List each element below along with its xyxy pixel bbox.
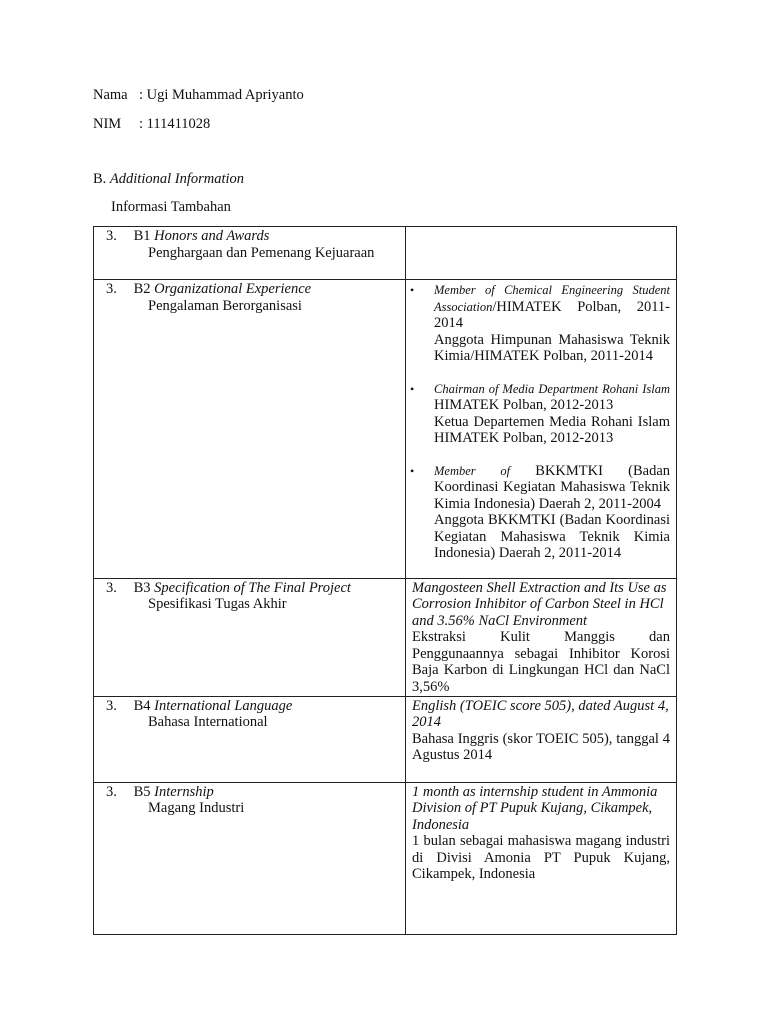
table-row-b1 [94, 227, 677, 280]
organization-list [408, 282, 670, 562]
row-title: Internship [154, 783, 214, 800]
bullet-icon: • [410, 283, 415, 297]
section-subtitle: Informasi Tambahan [111, 199, 231, 215]
row-code: B5 [133, 783, 151, 800]
list-item: • Member of BKKMTKI (Badan Koordinasi Kegiatan Mahasiswa Teknik Kimia Indonesia) Daerah 2, 2011-2004 Anggota BKKMTKI (Badan Koordinasi Kegiatan Mahasiswa Teknik Kimia Indonesia) Daerah 2, 2011-2014 [410, 462, 670, 561]
row-number: 3. [106, 783, 117, 800]
row-label-cell [94, 280, 406, 579]
entry-indonesian: 1 bulan sebagai mahasiswa magang industri di Divisi Amonia PT Pupuk Kujang, Cikampek, Indonesia [412, 833, 670, 882]
row-subtitle: Bahasa International [148, 714, 268, 730]
entry-english: English (TOEIC score 505), dated August 4, 2014 [412, 697, 669, 730]
row-content-cell [406, 280, 677, 579]
bullet-icon: • [410, 463, 415, 478]
row-label-cell [94, 696, 406, 782]
list-item: • Chairman of Media Department Rohani Islam HIMATEK Polban, 2012-2013 Ketua Departemen Media Rohani Islam HIMATEK Polban, 2012-2013 [410, 381, 670, 446]
table-row-b4 [94, 696, 677, 782]
entry-indonesian: Bahasa Inggris (skor TOEIC 505), tanggal 4 Agustus 2014 [412, 730, 670, 763]
row-content-cell [406, 696, 677, 782]
row-subtitle: Penghargaan dan Pemenang Kejuaraan [148, 244, 375, 261]
entry-indonesian: Ekstraksi Kulit Manggis dan Penggunaannya sebagai Inhibitor Korosi Baja Karbon di Lingkungan HCl dan NaCl 3,56% [412, 629, 670, 695]
section-prefix: B. [93, 171, 107, 187]
table-row-b3 [94, 578, 677, 696]
item-translation: Ketua Departemen Media Rohani Islam HIMATEK Polban, 2012-2013 [434, 413, 670, 446]
row-subtitle: Pengalaman Berorganisasi [148, 297, 302, 314]
name-label: Nama [93, 87, 128, 103]
row-code: B3 [133, 579, 151, 596]
row-content-cell [406, 227, 677, 280]
row-title: Honors and Awards [154, 228, 270, 244]
row-code: B4 [133, 697, 151, 714]
row-number: 3. [106, 697, 117, 714]
row-content-cell [406, 782, 677, 934]
bullet-icon: • [410, 381, 415, 396]
row-label-cell [94, 578, 406, 696]
row-code: B2 [133, 281, 151, 297]
row-number: 3. [106, 579, 117, 596]
item-translation: Anggota Himpunan Mahasiswa Teknik Kimia/HIMATEK Polban, 2011-2014 [434, 331, 670, 364]
name-line [93, 87, 304, 104]
row-label-cell [94, 227, 406, 280]
entry-english: Mangosteen Shell Extraction and Its Use as Corrosion Inhibitor of Carbon Steel in HCl and 3.56% NaCl Environment [412, 579, 667, 629]
item-translation: Anggota BKKMTKI (Badan Koordinasi Kegiatan Mahasiswa Teknik Kimia Indonesia) Daerah 2, 2011-2014 [434, 512, 670, 561]
entry-english: 1 month as internship student in Ammonia Division of PT Pupuk Kujang, Cikampek, Indonesia [412, 783, 658, 833]
row-title: International Language [154, 697, 293, 714]
nim-value: : 111411028 [139, 116, 211, 132]
table-row-b5 [94, 782, 677, 934]
nim-line [93, 116, 210, 133]
row-code: B1 [133, 228, 151, 244]
table-row-b2 [94, 280, 677, 579]
row-title: Organizational Experience [154, 281, 312, 297]
name-value: : Ugi Muhammad Apriyanto [139, 87, 304, 103]
list-item: • Member of Chemical Engineering Student Association/HIMATEK Polban, 2011-2014 Anggota Himpunan Mahasiswa Teknik Kimia/HIMATEK Polban, 2011-2014 [410, 283, 670, 364]
row-subtitle: Spesifikasi Tugas Akhir [148, 596, 287, 612]
section-heading [93, 171, 244, 188]
row-subtitle: Magang Industri [148, 800, 245, 816]
nim-label: NIM [93, 116, 122, 132]
row-title: Specification of The Final Project [154, 579, 351, 596]
row-number: 3. [106, 228, 117, 244]
row-content-cell [406, 578, 677, 696]
additional-info-table [93, 226, 677, 935]
row-label-cell [94, 782, 406, 934]
row-number: 3. [106, 281, 117, 297]
section-title: Additional Information [109, 171, 245, 187]
